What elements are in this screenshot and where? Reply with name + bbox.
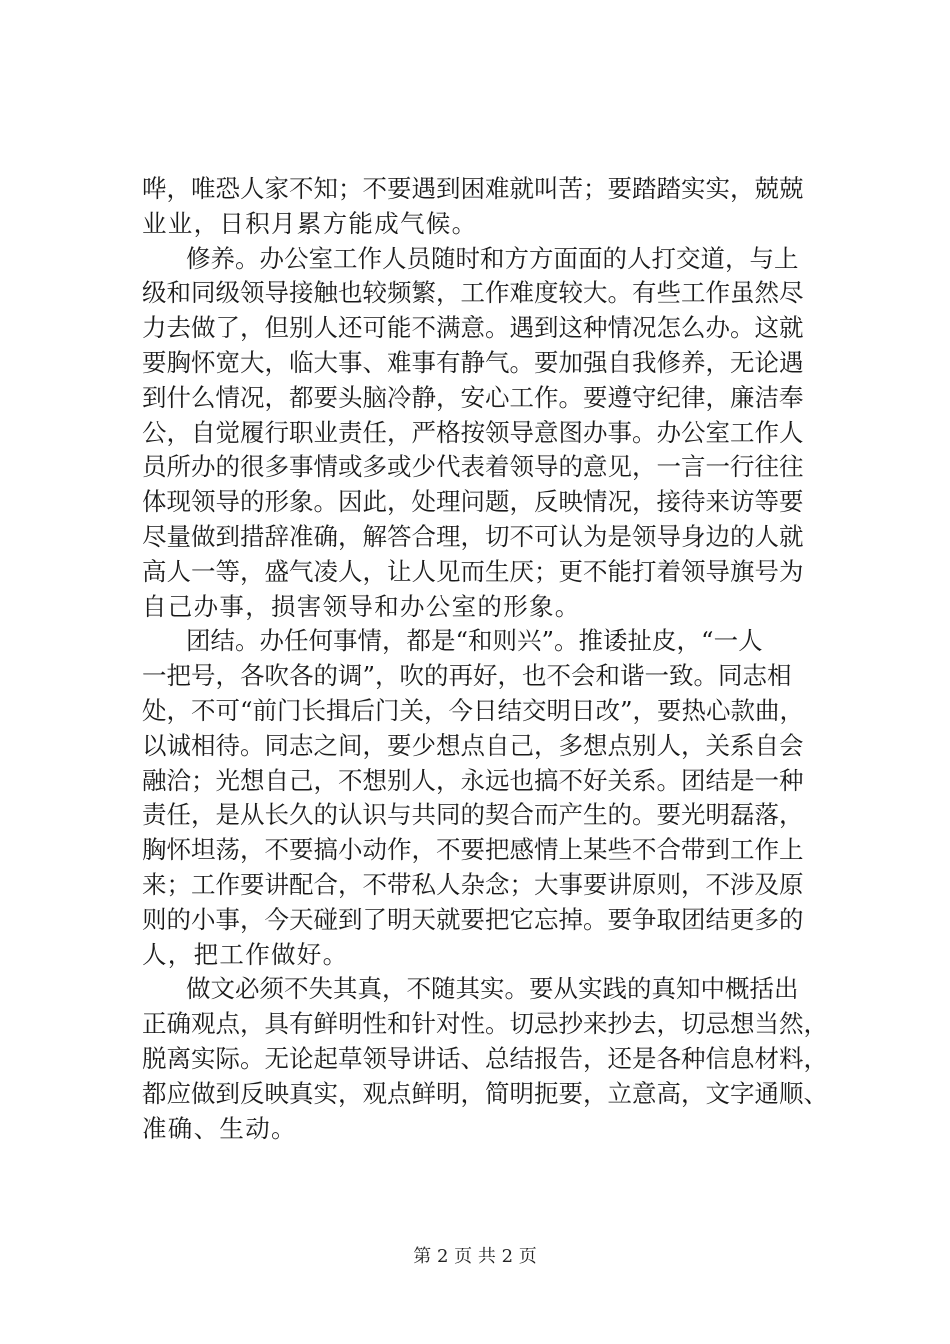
text-line: 人，把工作做好。 bbox=[142, 939, 349, 969]
text-line: 力去做了，但别人还可能不满意。遇到这种情况怎么办。这就 bbox=[142, 313, 804, 343]
text-line: 以诚相待。同志之间，要少想点自己，多想点别人，关系自会 bbox=[142, 730, 804, 760]
text-line: 体现领导的形象。因此，处理问题，反映情况，接待来访等要 bbox=[142, 487, 804, 517]
text-line: 准确、生动。 bbox=[142, 1113, 297, 1143]
text-line: 来；工作要讲配合，不带私人杂念；大事要讲原则，不涉及原 bbox=[142, 869, 804, 899]
paragraph-first-line: 团结。办任何事情，都是“和则兴”。推诿扯皮，“一人 bbox=[186, 626, 763, 656]
text-line: 胸怀坦荡，不要搞小动作，不要把感情上某些不合带到工作上 bbox=[142, 835, 804, 865]
text-line: 则的小事，今天碰到了明天就要把它忘掉。要争取团结更多的 bbox=[142, 904, 804, 934]
page-footer: 第 2 页 共 2 页 bbox=[413, 1246, 537, 1267]
text-line: 尽量做到措辞准确，解答合理，切不可认为是领导身边的人就 bbox=[142, 521, 804, 551]
paragraph-first-line: 修养。办公室工作人员随时和方方面面的人打交道，与上 bbox=[186, 243, 799, 273]
text-line: 处，不可“前门长揖后门关，今日结交明日改”，要热心款曲， bbox=[142, 695, 805, 725]
text-line: 脱离实际。无论起草领导讲话、总结报告，还是各种信息材料， bbox=[142, 1043, 828, 1073]
text-line: 到什么情况，都要头脑冷静，安心工作。要遵守纪律，廉洁奉 bbox=[142, 382, 804, 412]
paragraph-first-line: 做文必须不失其真，不随其实。要从实践的真知中概括出 bbox=[186, 974, 799, 1004]
text-line: 级和同级领导接触也较频繁，工作难度较大。有些工作虽然尽 bbox=[142, 278, 804, 308]
text-line: 融洽；光想自己，不想别人，永远也搞不好关系。团结是一种 bbox=[142, 765, 804, 795]
text-line: 一把号，各吹各的调”，吹的再好，也不会和谐一致。同志相 bbox=[142, 661, 792, 691]
text-line: 自己办事，损害领导和办公室的形象。 bbox=[142, 591, 581, 621]
text-line: 要胸怀宽大，临大事、难事有静气。要加强自我修养，无论遇 bbox=[142, 347, 804, 377]
text-line: 责任，是从长久的认识与共同的契合而产生的。要光明磊落， bbox=[142, 800, 804, 830]
text-line: 公，自觉履行职业责任，严格按领导意图办事。办公室工作人 bbox=[142, 417, 804, 447]
text-line: 员所办的很多事情或多或少代表着领导的意见，一言一行往往 bbox=[142, 452, 804, 482]
text-line: 正确观点，具有鲜明性和针对性。切忌抄来抄去，切忌想当然， bbox=[142, 1009, 828, 1039]
text-line: 业业，日积月累方能成气候。 bbox=[142, 208, 478, 238]
document-body bbox=[142, 172, 832, 1146]
text-line: 都应做到反映真实，观点鲜明，简明扼要，立意高，文字通顺、 bbox=[142, 1078, 828, 1108]
text-line: 高人一等，盛气凌人，让人见而生厌；更不能打着领导旗号为 bbox=[142, 556, 804, 586]
text-line: 哗，唯恐人家不知；不要遇到困难就叫苦；要踏踏实实，兢兢 bbox=[142, 174, 804, 203]
